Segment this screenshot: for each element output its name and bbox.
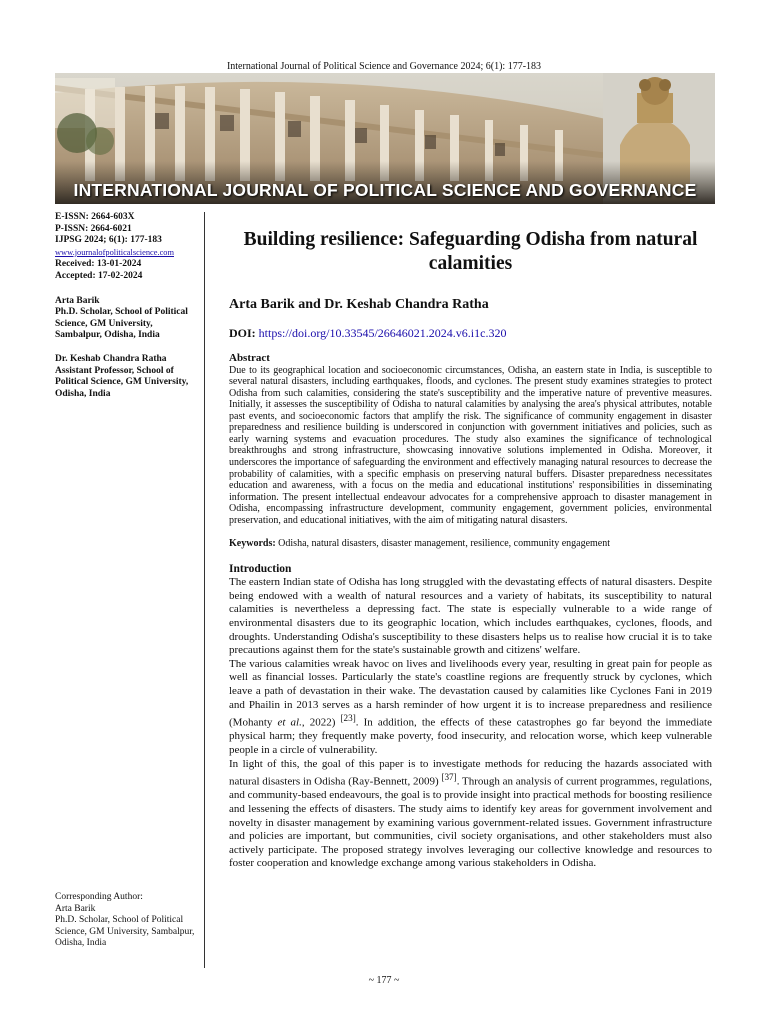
p2-text-a: The various calamities wreak havoc on lives and livelihoods every year, resulting in great pain for people as well as financial losses. Particularly the state's coastline regions are frequently struck by cyclones, which leave a path of devastation in their wake. The devastation caused by calamities like Cyclones Fani in 2019 and Phailin in 2013 serves as a harsh reminder of how urgent it is to increase preparedness and resilience (Mohanty: [229, 657, 712, 729]
intro-paragraph-3: [229, 758, 712, 871]
author2-affiliation: Assistant Professor, School of Political Science, GM University, Odisha, India: [55, 365, 189, 399]
p2-text-c: . In addition, the effects of these catastrophes go far beyond the immediate physical harm; they frequently make poverty, food insecurity, and relocation worse, which keep vulnerable people in a circle of vulnerability.: [229, 716, 712, 757]
doi-link[interactable]: https://doi.org/10.33545/26646021.2024.v6.i1c.320: [258, 326, 507, 340]
pissn: P-ISSN: 2664-6021: [55, 223, 132, 234]
author1-name: Arta Barik: [55, 295, 100, 306]
corresponding-name: Arta Barik: [55, 903, 96, 914]
p3-text-a: In light of this, the goal of this paper is to investigate methods for reducing the hazards associated with natural disasters in Odisha (Ray-Bennett, 2009): [229, 757, 712, 788]
author2-name: Dr. Keshab Chandra Ratha: [55, 353, 167, 364]
article-title: Building resilience: Safeguarding Odisha from natural calamities: [243, 229, 698, 274]
article-authors: Arta Barik and Dr. Keshab Chandra Ratha: [229, 297, 489, 312]
intro-paragraph-1: The eastern Indian state of Odisha has long struggled with the devastating effects of natural disasters. Despite being endowed with a wealth of natural resources and a variety of habitats, its susceptibility to natural calamities is nevertheless a depressing fact. The state is especially vulnerable to a wide range of environmental disasters due to its geographic location, which includes earthquakes, cyclones, floods, and droughts. Understanding Odisha's susceptibility to these disasters helps us to realise how crucial it is to take precautions against them for the state's sustainable growth and citizens' welfare.: [229, 576, 712, 657]
article-main: [229, 228, 712, 871]
journal-banner: [55, 73, 715, 204]
accepted-date: Accepted: 17-02-2024: [55, 270, 143, 281]
keywords-label: Keywords:: [229, 538, 276, 550]
corresponding-label: Corresponding Author:: [55, 892, 143, 902]
article-info-sidebar: [55, 212, 197, 400]
p2-et-al: et al.: [277, 716, 302, 729]
p3-citation-ref[interactable]: [37]: [441, 772, 457, 783]
eissn: E-ISSN: 2664-603X: [55, 212, 135, 222]
keywords-text: Odisha, natural disasters, disaster management, resilience, community engagement: [278, 538, 611, 550]
author1-affiliation: Ph.D. Scholar, School of Political Science, GM University, Sambalpur, Odisha, India: [55, 307, 188, 341]
banner-title: INTERNATIONAL JOURNAL OF POLITICAL SCIENCE AND GOVERNANCE: [73, 180, 697, 200]
corresponding-author: [55, 892, 197, 950]
column-divider: [204, 212, 205, 968]
abstract-heading: Abstract: [229, 352, 270, 364]
journal-website-link[interactable]: www.journalofpoliticalscience.com: [55, 247, 174, 257]
introduction-heading: Introduction: [229, 563, 292, 576]
doi-label: DOI:: [229, 326, 256, 340]
doi-line: [229, 326, 712, 341]
journal-header: International Journal of Political Science and Governance 2024; 6(1): 177-183: [226, 61, 542, 72]
page-number: ~ 177 ~: [368, 975, 400, 986]
keywords-line: [229, 538, 712, 549]
corresponding-affiliation: Ph.D. Scholar, School of Political Science, GM University, Sambalpur, Odisha, India: [55, 915, 195, 949]
p3-text-b: . Through an analysis of current programmes, regulations, and community-based endeavours, the goal is to provide insight into practical methods for boosting resilience and lessening the effects of disasters. The study aims to identify key areas for government involvement and novelty in disaster management by examining various government-related issues. Government infrastructure and policies are important, but communities, civil society organisations, and other stakeholders must also actively participate. The proposed strategy involves leveraging our collective knowledge and resources to foster cooperation and knowledge exchange among various stakeholders in Odisha.: [229, 775, 712, 870]
received-date: Received: 13-01-2024: [55, 259, 142, 270]
ijpsg-citation: IJPSG 2024; 6(1): 177-183: [55, 235, 162, 246]
intro-paragraph-2: [229, 658, 712, 758]
p2-citation-ref[interactable]: [23]: [340, 713, 356, 724]
p2-text-b: , 2022): [301, 716, 341, 729]
abstract-text: Due to its geographical location and socioeconomic circumstances, Odisha, an eastern state in India, is susceptible to several natural disasters, including earthquakes, floods, and cyclones. The present study examines strategies to protect Odisha from such calamities, considering the state's susceptibility and the imperative nature of preventive measures. Initially, it assesses the susceptibility of Odisha to natural calamities by analysing the area's physical attributes, notable past events, and socioeconomic factors that amplify the risk. The significance of community engagement in disaster preparedness and resilience building is underscored in conjunction with government initiatives and policies, such as early warning systems and evacuation procedures. The study also examines the significance of technological breakthroughs and strong infrastructure, showcasing innovative solutions implemented in Odisha. Moreover, it underscores the importance of safeguarding the environment and effectively managing natural resources to decrease the probability of calamities, with a specific emphasis on preserving natural buffers. Disaster preparedness necessitates education and awareness, with a focus on the media and educational institutions' responsibilities in disseminating information. The present intellectual endeavour advocates for a comprehensive approach to disaster management in Odisha, encompassing infrastructure development, community engagement, government policies, environmental preservation, and educational initiatives, with the aim of mitigating natural disasters.: [229, 364, 712, 526]
